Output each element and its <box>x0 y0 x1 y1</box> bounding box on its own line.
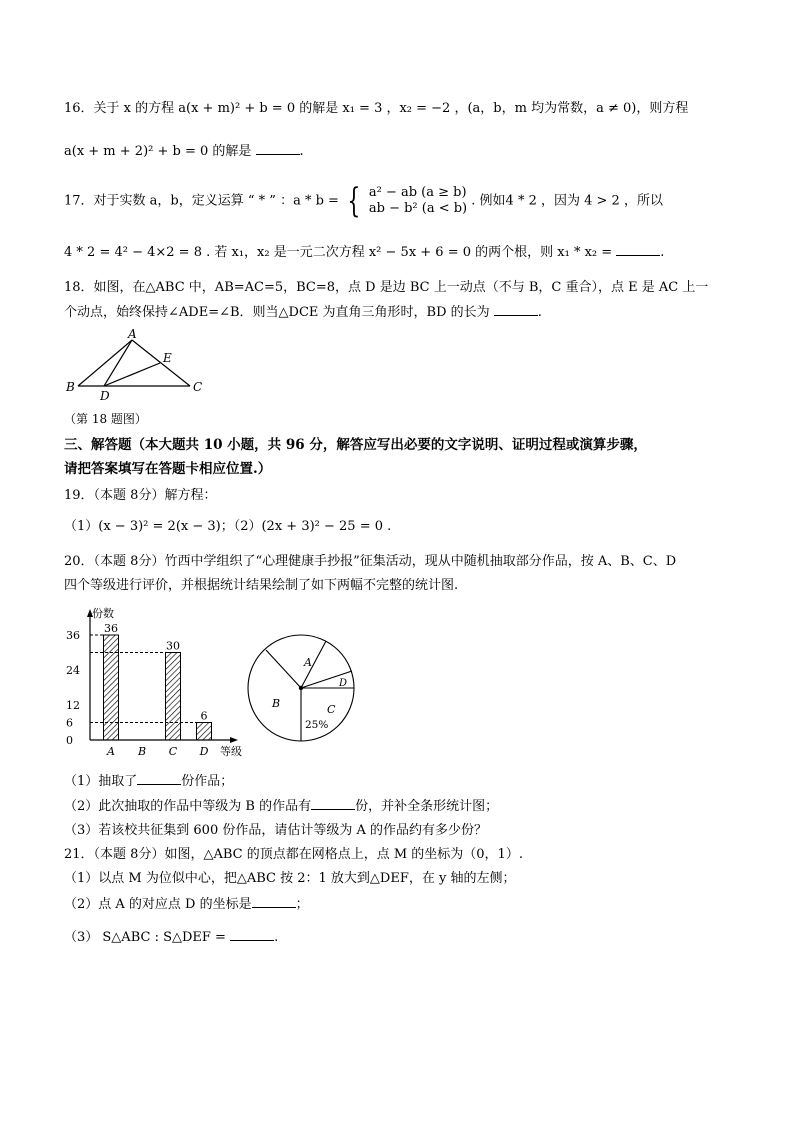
q18-line1: 18．如图，在△ABC 中，AB=AC=5，BC=8，点 D 是边 BC 上一动点（不与 B，C 重合），点 E 是 AC 上一 <box>64 280 709 295</box>
q16-line2 <box>64 142 304 161</box>
bar-xtick-label: C <box>168 745 178 758</box>
q18-label-b: B <box>66 380 75 394</box>
q20-line2: 四个等级进行评价，并根据统计结果绘制了如下两幅不完整的统计图. <box>64 578 459 593</box>
q19-head: 19．（本题 8分）解方程： <box>64 488 217 503</box>
q17-line2 <box>64 243 664 262</box>
q17-case1: a² − ab (a ≥ b) <box>368 185 467 200</box>
q21-line4-end: . <box>274 930 279 945</box>
q18-segment-ad <box>104 340 132 386</box>
q21-line4 <box>64 928 278 947</box>
q20-line1: 20．（本题 8分）竹西中学组织了“心理健康手抄报”征集活动，现从中随机抽取部分作品，按 A、B、C、D <box>64 554 677 569</box>
q18-side-ab <box>78 340 132 386</box>
q21-part2-blank <box>252 895 296 908</box>
q21-line2: （1）以点 M 为位似中心，把△ABC 按 2：1 放大到△DEF，在 y 轴的左侧； <box>64 871 516 886</box>
bar-ylabel: 份数 <box>92 607 114 620</box>
q17-line1 <box>64 181 663 221</box>
q20-part1-blank <box>137 772 181 785</box>
q17-answer-blank <box>616 243 660 256</box>
q16-line1: 16．关于 x 的方程 a(x + m)² + b = 0 的解是 x₁ = 3 ，x₂ = −2 ，(a，b，m 均为常数，a ≠ 0)，则方程 <box>64 101 689 116</box>
q18-figure <box>60 328 220 402</box>
bar-xtick-label: B <box>137 745 147 758</box>
bar-C <box>166 653 181 741</box>
q18-end: . <box>537 305 542 320</box>
pie-label-c: C <box>327 703 336 716</box>
bar-A <box>104 635 119 740</box>
bar-ytick-label: 6 <box>66 716 73 730</box>
q16-end: . <box>299 144 304 159</box>
q16-line2-text: a(x + m + 2)² + b = 0 的解是 <box>64 144 252 159</box>
q20-part2 <box>64 797 498 816</box>
bar-xlabel: 等级 <box>220 745 242 758</box>
q18-segment-de <box>104 363 160 386</box>
q21-line4-text: （3） S△ABC : S△DEF = <box>64 930 226 945</box>
q20-bar-chart <box>62 603 252 761</box>
q18-answer-blank <box>494 303 538 316</box>
q17-intro: 17．对于实数 a，b，定义运算 “ * ” ：a * b = <box>64 193 339 209</box>
q17-end: . <box>660 245 665 260</box>
q18-label-c: C <box>193 380 203 394</box>
q18-label-d: D <box>100 389 110 402</box>
q17-cases <box>369 185 467 217</box>
section3-heading-line1: 三、解答题（本大题共 10 小题，共 96 分，解答应写出必要的文字说明、证明过程或演算步骤， <box>64 437 647 453</box>
q17-brace: { <box>347 181 361 221</box>
pie-label-d: D <box>339 678 348 689</box>
bar-ytick-label: 0 <box>66 734 73 747</box>
q20-part2-text: （2）此次抽取的作品中等级为 B 的作品有 <box>64 799 312 814</box>
q21-line3-text: （2）点 A 的对应点 D 的坐标是 <box>64 897 252 912</box>
q18-caption: （第 18 题图） <box>64 412 147 426</box>
q20-part2-blank <box>311 797 355 810</box>
bar-xtick-label: D <box>199 745 209 758</box>
bar-ytick-label: 36 <box>66 629 80 642</box>
q18-label-e: E <box>163 351 172 365</box>
bar-D <box>197 723 212 741</box>
pie-label-a: A <box>304 656 312 669</box>
q17-after: . 例如4 * 2 ，因为 4 > 2 ，所以 <box>471 193 663 209</box>
q21-line1: 21．（本题 8分）如图，△ABC 的顶点都在网格点上，点 M 的坐标为（0，1）. <box>64 847 523 862</box>
q18-side-ac <box>132 340 190 386</box>
bar-value-label: 36 <box>104 622 118 635</box>
bar-xtick-label: A <box>107 745 115 758</box>
pie-label-b: B <box>272 697 281 710</box>
q20-part3: （3）若该校共征集到 600 份作品，请估计等级为 A 的作品约有多少份？ <box>64 823 488 838</box>
q18-line2 <box>64 303 542 322</box>
q20-part2-end: 份，并补全条形统计图； <box>355 799 499 814</box>
q20-part1 <box>64 772 233 791</box>
bar-value-label: 30 <box>166 639 180 653</box>
q21-line3 <box>64 895 309 914</box>
q21-line3-end: ； <box>295 897 309 912</box>
q17-line2-text: 4 * 2 = 4² − 4×2 = 8 . 若 x₁，x₂ 是一元二次方程 x² − 5x + 6 = 0 的两个根，则 x₁ * x₂ = <box>64 245 613 260</box>
pie-center <box>299 686 303 690</box>
bar-ytick-label: 24 <box>66 664 80 677</box>
bar-x-arrow <box>230 737 238 743</box>
pie-annotation-c: 25% <box>305 719 329 731</box>
section3-heading-line2: 请把答案填写在答题卡相应位置.） <box>64 461 272 477</box>
q17-case2: ab − b² (a < b) <box>368 201 468 216</box>
bar-ytick-label: 12 <box>66 699 80 712</box>
q20-part1-end: 份作品； <box>181 774 234 789</box>
q20-part1-text: （1）抽取了 <box>64 774 138 789</box>
q21-part3-blank <box>230 928 274 941</box>
q19-equations: （1）(x − 3)² = 2(x − 3)；（2）(2x + 3)² − 25 = 0 . <box>64 519 392 534</box>
q16-answer-blank <box>256 142 300 155</box>
q18-line2-text: 个动点，始终保持∠ADE=∠B．则当△DCE 为直角三角形时，BD 的长为 <box>64 305 490 320</box>
bar-value-label: 6 <box>200 709 208 723</box>
q18-label-a: A <box>128 328 137 341</box>
q20-pie-chart <box>246 616 360 748</box>
